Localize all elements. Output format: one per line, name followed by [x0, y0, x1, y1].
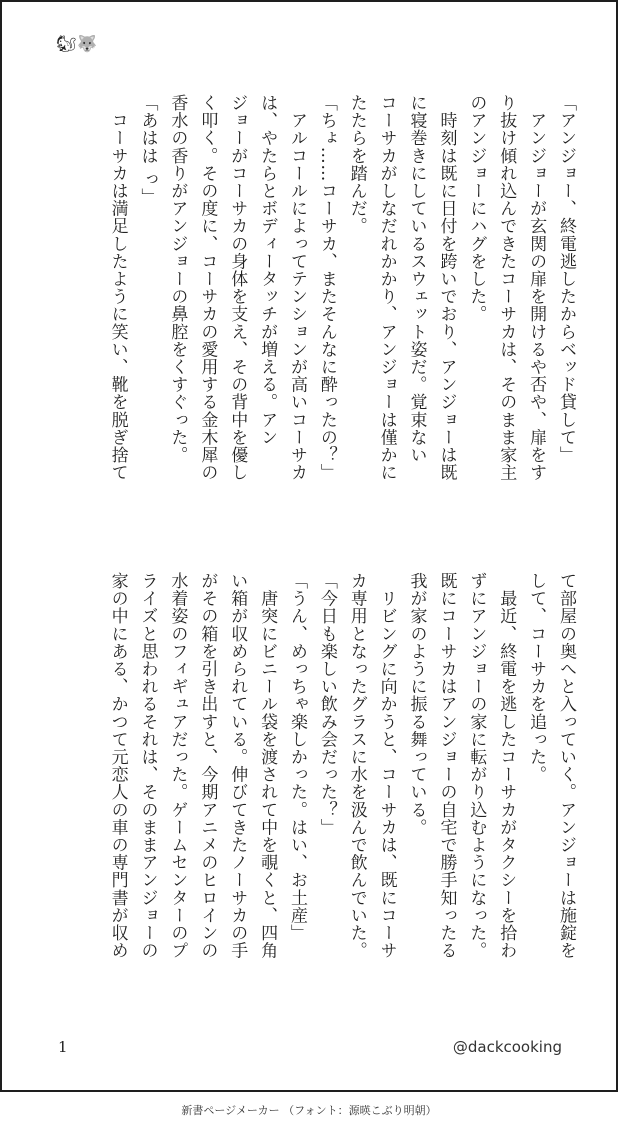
text-line: コーサカは満足したように笑い、靴を脱ぎ捨て — [107, 94, 128, 482]
text-line: 既にコーサカはアンジョーの自宅で勝手知ったる — [436, 572, 457, 960]
text-line: アンジョーが玄関の扉を開けるや否や、扉をす — [526, 94, 547, 482]
text-line: カ専用となったグラスに水を汲んで飲んでいた。 — [346, 572, 367, 960]
text-line: 家の中にある、かつて元恋人の車の専門書が収め — [107, 572, 128, 960]
text-line: 香水の香りがアンジョーの鼻腔をくすぐった。 — [167, 94, 188, 464]
text-line: は、やたらとボディータッチが増える。アン — [257, 94, 278, 446]
text-line: く叩く。その度に、コーサカの愛用する金木犀の — [197, 94, 218, 482]
text-line: コーサカがしなだれかかり、アンジョーは僅かに — [376, 94, 397, 482]
text-line: り抜け傾れ込んできたコーサカは、そのまま家主 — [496, 94, 517, 482]
text-line: のアンジョーにハグをした。 — [466, 94, 487, 323]
author-handle: @dackcooking — [452, 1038, 562, 1056]
text-line: い箱が収められている。伸びてきたノーサカの手 — [227, 572, 248, 960]
text-line: 「アンジョー、終電逃したからベッド貸して」 — [556, 94, 576, 464]
text-line: ずにアンジョーの家に転がり込むようになった。 — [466, 572, 487, 960]
text-line: 「あはは っ」 — [137, 94, 158, 206]
text-line: たたらを踏んだ。 — [346, 94, 367, 235]
text-line: 時刻は既に日付を跨いでおり、アンジョーは既 — [436, 94, 457, 482]
text-line: リビングに向かうと、コーサカは、既にコーサ — [376, 572, 397, 960]
text-line: がその箱を引き出すと、今期アニメのヒロインの — [197, 572, 218, 960]
text-line: 「ちょ……コーサカ、またそんなに酔ったの？」 — [316, 94, 337, 482]
text-line: 我が家のように振る舞っている。 — [406, 572, 427, 836]
text-line: アルコールによってテンションが高いコーサカ — [286, 94, 307, 482]
text-line: 唐突にビニール袋を渡されて中を覗くと、四角 — [257, 572, 278, 960]
text-line: ジョーがコーサカの身体を支え、その背中を優し — [227, 94, 248, 482]
text-line: ライズと思われるそれは、そのままアンジョーの — [137, 572, 158, 960]
text-line: して、コーサカを追った。 — [526, 572, 547, 784]
text-block-top — [42, 94, 580, 522]
text-line: に寝巻きにしているスウェット姿だ。覚束ない — [406, 94, 427, 464]
text-line: 水着姿のフィギュアだった。ゲームセンターのプ — [167, 572, 188, 960]
header-emoji: 🐿🐺 — [56, 34, 99, 53]
text-block-bottom — [42, 572, 580, 1000]
generator-credit: 新書ページメーカー （フォント：源暎こぶり明朝） — [181, 1104, 437, 1117]
page-number: 1 — [58, 1038, 68, 1056]
text-line: 「今日も楽しい飲み会だった？」 — [316, 572, 337, 836]
text-line: 最近、終電を逃したコーサカがタクシーを拾わ — [496, 572, 517, 960]
text-line: て部屋の奥へと入っていく。アンジョーは施錠を — [556, 572, 576, 960]
text-line: 「うん、めっちゃ楽しかった。はい、お土産」 — [286, 572, 307, 942]
